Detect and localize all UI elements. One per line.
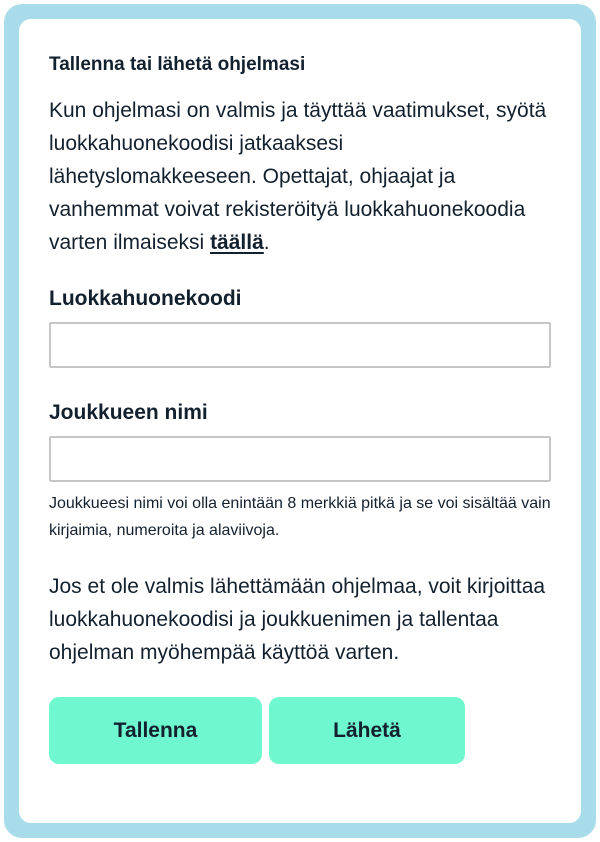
team-name-hint: Joukkueesi nimi voi olla enintään 8 merkkiä pitkä ja se voi sisältää vain kirjaimia, numeroita ja alaviivoja. [49,495,551,539]
intro-paragraph [49,94,554,259]
team-name-input[interactable] [49,436,551,482]
team-name-label: Joukkueen nimi [49,401,208,424]
intro-text: Kun ohjelmasi on valmis ja täyttää vaatimukset, syötä luokkahuonekoodisi jatkaaksesi lähetyslomakkeeseen. Opettajat, ohjaajat ja vanhemmat voivat rekisteröityä luokkahuonekoodia varten ilmaiseksi [49,99,547,254]
dialog-title: Tallenna tai lähetä ohjelmasi [49,54,306,75]
register-link[interactable]: täällä [210,231,264,254]
intro-end: . [263,231,270,254]
classroom-code-label: Luokkahuonekoodi [49,287,242,310]
classroom-code-input[interactable] [49,322,551,368]
submit-button[interactable]: Lähetä [269,697,465,764]
save-button[interactable]: Tallenna [49,697,262,764]
save-info-paragraph: Jos et ole valmis lähettämään ohjelmaa, voit kirjoittaa luokkahuonekoodisi ja joukkuenimen ja tallentaa ohjelman myöhempää käyttöä varten. [49,575,546,664]
